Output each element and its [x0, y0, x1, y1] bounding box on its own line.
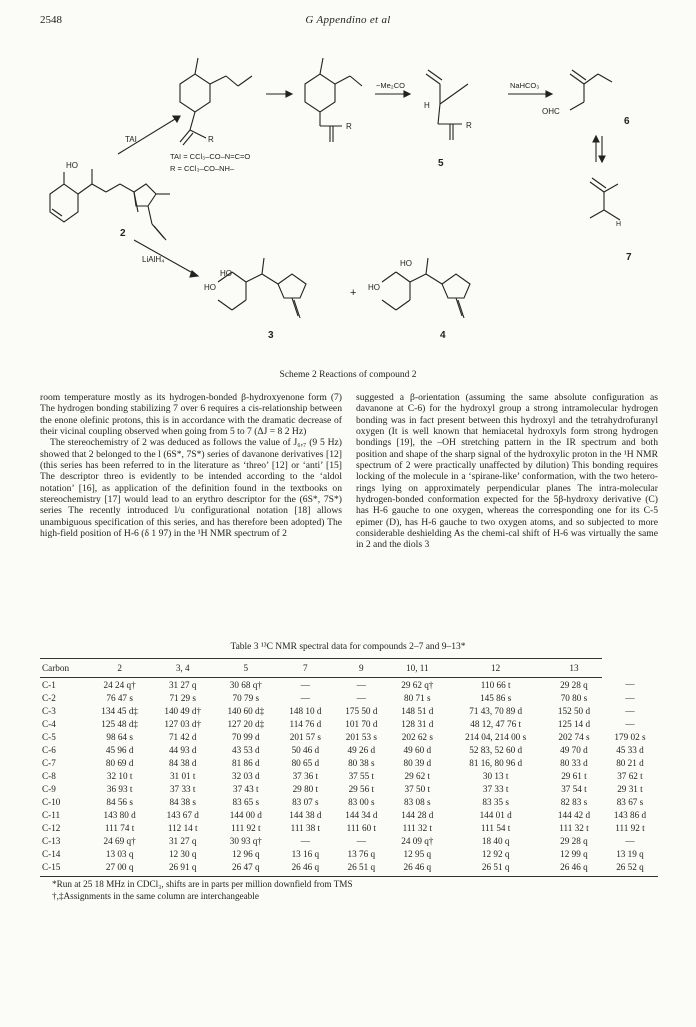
shift-cell: 37 33 t	[169, 783, 196, 794]
shift-cell: 148 51 d	[401, 705, 434, 716]
table-row	[40, 808, 658, 821]
label-compound-3: 3	[268, 330, 274, 341]
label-ho-3b: HO	[204, 283, 216, 292]
table-row	[40, 704, 658, 717]
carbon-label: C-5	[42, 731, 56, 742]
shift-cell: 80 38 s	[348, 757, 375, 768]
carbon-label: C-7	[42, 757, 56, 768]
label-compound-2: 2	[120, 228, 126, 239]
shift-cell: 30 13 t	[482, 770, 509, 781]
shift-cell: 26 51 q	[333, 860, 389, 877]
shift-cell: 81 86 d	[232, 757, 260, 768]
shift-cell: 143 80 d	[103, 809, 136, 820]
table-row	[40, 730, 658, 743]
shift-cell: 30 68 q†	[229, 679, 262, 690]
carbon-label: C-3	[42, 705, 56, 716]
shift-cell: 52 83, 52 60 d	[469, 744, 523, 755]
label-r-definition: R = CCl₃–CO–NH–	[170, 164, 235, 173]
shift-cell: 125 14 d	[557, 718, 591, 729]
shift-cell: 144 34 d	[345, 809, 378, 820]
shift-cell: 45 96 d	[105, 744, 134, 755]
right-column	[356, 392, 658, 551]
shift-cell: 49 26 d	[347, 744, 376, 755]
carbon-label: C-12	[42, 822, 61, 833]
shift-cell: 26 46 q	[389, 860, 445, 877]
label-nahco3: NaHCO₃	[510, 81, 540, 90]
shift-cell: 152 50 d	[557, 705, 591, 716]
shift-cell: 111 92 t	[231, 822, 261, 833]
shift-cell: 13 76 q	[347, 848, 376, 859]
carbon-label: C-9	[42, 783, 56, 794]
shift-cell: 80 71 s	[404, 692, 431, 703]
shift-cell: —	[356, 679, 366, 690]
shift-cell: 30 93 q†	[229, 835, 262, 846]
label-h-7: H	[616, 221, 622, 228]
shift-cell: 202 62 s	[401, 731, 433, 742]
label-lialh4: LiAlH₄	[142, 255, 165, 264]
shift-cell: 32 10 t	[106, 770, 133, 781]
carbon-label: C-1	[42, 679, 56, 690]
label-r-a: R	[208, 135, 214, 144]
shift-cell: 101 70 d	[345, 718, 378, 729]
shift-cell: 144 42 d	[557, 809, 591, 820]
label-ho-3a: HO	[220, 269, 232, 278]
shift-cell: 84 56 s	[106, 796, 133, 807]
label-ho-4a: HO	[400, 259, 412, 268]
carbon-label: C-8	[42, 770, 56, 781]
label-tai-definition: TAI = CCl₃–CO–N=C=O	[170, 152, 251, 161]
shift-cell: 140 49 d†	[164, 705, 202, 716]
shift-cell: 111 92 t	[615, 822, 645, 833]
shift-cell: 84 38 d	[168, 757, 197, 768]
label-compound-7: 7	[626, 252, 632, 263]
shift-cell: 31 27 q	[168, 835, 197, 846]
shift-cell: 81 16, 80 96 d	[469, 757, 523, 768]
structure-4	[368, 258, 470, 341]
structure-3	[204, 258, 306, 341]
label-ho-4b: HO	[368, 283, 380, 292]
shift-cell: 36 93 t	[106, 783, 133, 794]
shift-cell: —	[625, 705, 635, 716]
shift-cell: 37 50 t	[404, 783, 431, 794]
structure-5	[424, 70, 472, 169]
carbon-label: C-2	[42, 692, 56, 703]
label-tai: TAI	[125, 135, 137, 144]
shift-cell: 29 28 q	[560, 835, 588, 846]
shift-cell: 111 32 t	[559, 822, 589, 833]
table-row	[40, 678, 658, 692]
shift-cell: 12 30 q	[168, 848, 197, 859]
table-row	[40, 821, 658, 834]
label-compound-4: 4	[440, 330, 446, 341]
shift-cell: 111 74 t	[104, 822, 135, 833]
shift-cell: —	[300, 679, 310, 690]
shift-cell: 111 54 t	[480, 822, 511, 833]
right-paragraph: suggested a β-orientation (assuming the same absolute configuration as davanone at C-6) for the hydroxyl group a strong intramolecular hydrogen bonding was in fact present between this hydroxyl and the tetrahydrofuranyl oxygen (It is well known that hemiacetal hydroxyls form strong hydrogen bondings [19], the –OH stretching pattern in the IR spectrum and both position and shape of the sharp signal of the hydroxylic proton in the ¹H NMR spectrum of 2 were practically unaffected by dilution) This bonding requires locking of the molecule in a ‘spirane-like’ conformation, with the two hetero-rings lying on approximately perpendicular planes The intra-molecular hydrogen-bonded conformation expected for the 5β-hydroxy derivative (C) has H-6 gauche to one oxygen, whereas the corresponding one for its C-5 epimer (D), has H-6 gauche to two oxygen atoms, and so subjected to more considerable deshielding As the chemi-cal shift of H-6 was virtually the same in 2 and the diols 3	[356, 392, 658, 551]
column-header: 9	[333, 659, 389, 678]
shift-cell: 201 53 s	[345, 731, 377, 742]
shift-cell: 127 20 d‡	[227, 718, 265, 729]
footnote: *Run at 25 18 MHz in CDCl₃, shifts are in parts per million downfield from TMS	[52, 879, 353, 889]
shift-cell: —	[625, 679, 635, 690]
shift-cell: 45 33 d	[616, 744, 644, 755]
shift-cell: 24 24 q†	[103, 679, 136, 690]
shift-cell: 83 00 s	[348, 796, 375, 807]
shift-cell: 12 95 q	[403, 848, 432, 859]
left-column	[40, 392, 342, 551]
shift-cell: 179 02 s	[614, 731, 646, 742]
shift-cell: 24 69 q†	[103, 835, 136, 846]
carbon-label: C-11	[42, 809, 61, 820]
column-header: 13	[546, 659, 602, 678]
structure-carbamate-b	[305, 58, 362, 142]
shift-cell: 26 47 q	[214, 860, 277, 877]
label-h-5: H	[424, 101, 430, 110]
shift-cell: 29 62 t	[404, 770, 431, 781]
structure-carbamate-a	[180, 58, 252, 145]
table-footnotes	[52, 878, 353, 902]
shift-cell: —	[625, 692, 635, 703]
shift-cell: 111 32 t	[402, 822, 433, 833]
table-row	[40, 691, 658, 704]
shift-cell: 80 69 d	[105, 757, 134, 768]
column-header: 3, 4	[151, 659, 214, 678]
shift-cell: 44 93 d	[168, 744, 197, 755]
shift-cell: 83 65 s	[232, 796, 260, 807]
shift-cell: 37 33 t	[482, 783, 509, 794]
shift-cell: 98 64 s	[106, 731, 133, 742]
column-header: Carbon	[40, 659, 88, 678]
shift-cell: 134 45 d‡	[101, 705, 138, 716]
column-header: 5	[214, 659, 277, 678]
footnote: †,‡Assignments in the same column are interchangeable	[52, 891, 259, 901]
carbon-label: C-14	[42, 848, 61, 859]
shift-cell: 26 52 q	[602, 860, 658, 877]
shift-cell: 12 92 q	[481, 848, 510, 859]
label-me2co: −Me₂CO	[376, 81, 405, 90]
shift-cell: 70 99 d	[232, 731, 260, 742]
shift-cell: 127 03 d†	[164, 718, 202, 729]
shift-cell: 27 00 q	[88, 860, 151, 877]
shift-cell: 50 46 d	[291, 744, 320, 755]
svg-text:+: +	[350, 287, 357, 299]
shift-cell: 48 12, 47 76 t	[470, 718, 522, 729]
shift-cell: —	[300, 692, 310, 703]
table-row	[40, 717, 658, 730]
column-header: 10, 11	[389, 659, 445, 678]
shift-cell: 26 46 q	[277, 860, 333, 877]
shift-cell: 26 46 q	[546, 860, 602, 877]
table-row	[40, 756, 658, 769]
shift-cell: 31 27 q	[168, 679, 197, 690]
shift-cell: 144 38 d	[289, 809, 322, 820]
table-row	[40, 860, 658, 877]
structure-2	[50, 161, 170, 240]
shift-cell: 80 21 d	[616, 757, 644, 768]
shift-cell: 110 66 t	[480, 679, 511, 690]
label-r-c: R	[466, 121, 472, 130]
shift-cell: 26 91 q	[151, 860, 214, 877]
shift-cell: 29 61 t	[561, 770, 587, 781]
label-compound-5: 5	[438, 158, 444, 169]
table-row	[40, 795, 658, 808]
shift-cell: 12 96 q	[232, 848, 260, 859]
table-row	[40, 769, 658, 782]
table-row	[40, 834, 658, 847]
shift-cell: 144 28 d	[401, 809, 434, 820]
shift-cell: 37 62 t	[617, 770, 643, 781]
left-paragraph: The stereochemistry of 2 was deduced as follows the value of J₆,₇ (9 5 Hz) showed that 2 belonged to the l (6S*, 7S*) series of davanone derivatives [12] (this series has been referred to in the literature as ‘threo’ [12] or ‘anti’ [15] The descriptor threo is evidently to be intended according to the ‘aldol notation’ [16], as application of the definition found in the textbooks on stereochemistry [17] would lead to an erythro descriptor for the (6S*, 7S*) series The recently introduced l/u configurational notation [18] allows unambiguous specification of this series, and has therefore been adopted) The high-field position of H-6 (δ 1 97) in the ¹H NMR spectrum of 2	[40, 437, 342, 540]
shift-cell: 83 35 s	[482, 796, 509, 807]
shift-cell: 84 38 s	[169, 796, 196, 807]
shift-cell: 148 10 d	[289, 705, 322, 716]
shift-cell: 76 47 s	[106, 692, 133, 703]
label-ohc: OHC	[542, 107, 560, 116]
shift-cell: 37 43 t	[233, 783, 259, 794]
column-header: 7	[277, 659, 333, 678]
left-paragraph: room temperature mostly as its hydrogen-bonded β-hydroxyenone form (7) The hydrogen bonding stabilizing 7 over 6 requires a cis-relationship between the enone olefinic protons, this is in accordance with the dramatic decrease of their vicinal coupling observed when going from 5 to 7 (ΔJ = 8 2 Hz)	[40, 392, 342, 438]
shift-cell: 125 48 d‡	[101, 718, 138, 729]
shift-cell: 37 36 t	[292, 770, 319, 781]
shift-cell: 201 57 s	[289, 731, 321, 742]
shift-cell: 114 76 d	[289, 718, 322, 729]
shift-cell: 128 31 d	[401, 718, 434, 729]
table-caption: Table 3 ¹³C NMR spectral data for compounds 2–7 and 9–13*	[230, 642, 466, 652]
shift-cell: 43 53 d	[232, 744, 260, 755]
shift-cell: 13 03 q	[105, 848, 134, 859]
shift-cell: 83 67 s	[616, 796, 644, 807]
label-r-b: R	[346, 122, 352, 131]
shift-cell: —	[356, 835, 366, 846]
running-title: G Appendino et al	[305, 14, 391, 26]
shift-cell: 82 83 s	[560, 796, 588, 807]
shift-cell: 112 14 t	[167, 822, 198, 833]
shift-cell: 83 08 s	[404, 796, 431, 807]
shift-cell: 37 54 t	[561, 783, 587, 794]
shift-cell: 71 43, 70 89 d	[469, 705, 523, 716]
shift-cell: 83 07 s	[292, 796, 319, 807]
table-row	[40, 743, 658, 756]
shift-cell: 80 39 d	[403, 757, 432, 768]
shift-cell: 140 60 d‡	[227, 705, 265, 716]
shift-cell: 29 56 t	[348, 783, 375, 794]
shift-cell: 13 16 q	[291, 848, 320, 859]
reaction-scheme	[30, 44, 670, 364]
shift-cell: 32 03 d	[232, 770, 260, 781]
shift-cell: 49 70 d	[560, 744, 588, 755]
shift-cell: 71 29 s	[169, 692, 196, 703]
shift-cell: 29 28 q	[560, 679, 588, 690]
shift-cell: 49 60 d	[403, 744, 432, 755]
scheme-caption: Scheme 2 Reactions of compound 2	[279, 370, 417, 380]
carbon-label: C-10	[42, 796, 61, 807]
shift-cell: 144 01 d	[479, 809, 512, 820]
shift-cell: 71 42 d	[168, 731, 197, 742]
table-header-row	[40, 659, 658, 678]
shift-cell: 111 60 t	[346, 822, 377, 833]
label-ho-2: HO	[66, 161, 78, 170]
shift-cell: —	[356, 692, 366, 703]
page-number: 2548	[40, 14, 62, 26]
shift-cell: 80 33 d	[560, 757, 588, 768]
shift-cell: 143 67 d	[166, 809, 199, 820]
carbon-label: C-4	[42, 718, 56, 729]
carbon-label: C-13	[42, 835, 61, 846]
shift-cell: 29 31 t	[617, 783, 643, 794]
shift-cell: 70 79 s	[232, 692, 260, 703]
shift-cell: 13 19 q	[616, 848, 644, 859]
table-row	[40, 782, 658, 795]
shift-cell: 24 09 q†	[401, 835, 434, 846]
shift-cell: 145 86 s	[480, 692, 512, 703]
table-row	[40, 847, 658, 860]
shift-cell: 37 55 t	[348, 770, 375, 781]
label-compound-6: 6	[624, 116, 630, 127]
shift-cell: 214 04, 214 00 s	[465, 731, 527, 742]
nmr-table	[40, 658, 658, 877]
shift-cell: 143 86 d	[613, 809, 647, 820]
running-header	[40, 14, 656, 30]
column-header: 2	[88, 659, 151, 678]
shift-cell: —	[625, 718, 635, 729]
carbon-label: C-6	[42, 744, 56, 755]
shift-cell: 202 74 s	[558, 731, 590, 742]
shift-cell: 12 99 q	[560, 848, 588, 859]
shift-cell: 26 51 q	[445, 860, 546, 877]
shift-cell: 31 01 t	[169, 770, 196, 781]
shift-cell: 111 38 t	[290, 822, 321, 833]
body-text	[40, 392, 658, 551]
shift-cell: 175 50 d	[345, 705, 378, 716]
structure-7	[590, 178, 632, 263]
shift-cell: 29 80 t	[292, 783, 319, 794]
column-header: 12	[445, 659, 546, 678]
shift-cell: 80 65 d	[291, 757, 320, 768]
shift-cell: —	[625, 835, 635, 846]
shift-cell: —	[300, 835, 310, 846]
shift-cell: 18 40 q	[481, 835, 510, 846]
shift-cell: 29 62 q†	[401, 679, 434, 690]
carbon-label: C-15	[40, 860, 88, 877]
structure-6	[542, 70, 630, 127]
shift-cell: 70 80 s	[560, 692, 588, 703]
shift-cell: 144 00 d	[229, 809, 262, 820]
